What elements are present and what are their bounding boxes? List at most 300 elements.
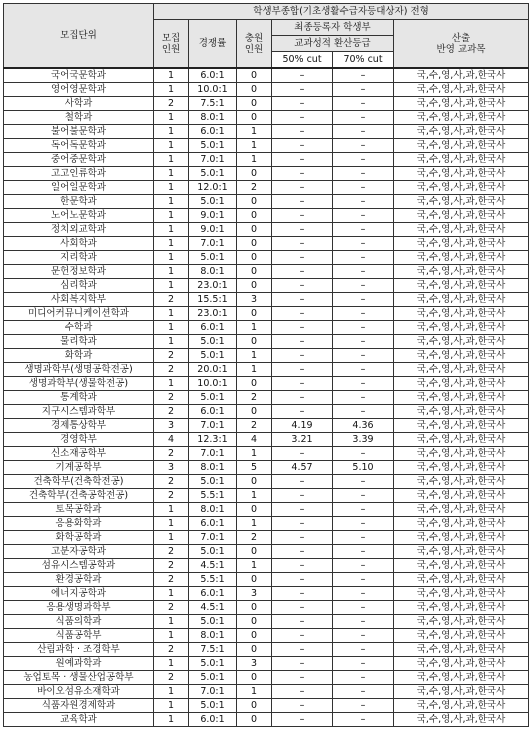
table-row [4,671,529,685]
cell-cut-70: – [333,307,394,321]
table-row [4,559,529,573]
cell-subjects: 국,수,영,사,과,한국사 [394,195,529,209]
cell-quota: 1 [154,195,189,209]
table-row [4,321,529,335]
cell-unit: 불어불문학과 [4,125,154,139]
cell-subjects: 국,수,영,사,과,한국사 [394,83,529,97]
table-row [4,111,529,125]
cell-subjects: 국,수,영,사,과,한국사 [394,265,529,279]
cell-cut-70: – [333,699,394,713]
cell-cut-70: – [333,321,394,335]
cell-ratio: 7.0:1 [189,447,237,461]
table-row [4,517,529,531]
cell-quota: 1 [154,587,189,601]
cell-ratio: 9.0:1 [189,223,237,237]
cell-cut-50: – [272,545,333,559]
cell-quota: 2 [154,489,189,503]
cell-quota: 1 [154,307,189,321]
cell-cut-50: – [272,307,333,321]
cell-unit: 기계공학부 [4,461,154,475]
cell-cut-70: – [333,671,394,685]
cell-ratio: 23.0:1 [189,279,237,293]
cell-cut-70: – [333,83,394,97]
cell-ratio: 5.0:1 [189,545,237,559]
cell-ratio: 4.5:1 [189,601,237,615]
cell-unit: 식품공학부 [4,629,154,643]
cell-cut-50: – [272,195,333,209]
cell-charge: 2 [237,181,272,195]
cell-subjects: 국,수,영,사,과,한국사 [394,307,529,321]
cell-charge: 1 [237,447,272,461]
cell-subjects: 국,수,영,사,과,한국사 [394,517,529,531]
cell-charge: 0 [237,265,272,279]
cell-quota: 2 [154,573,189,587]
cell-unit: 사회복지학부 [4,293,154,307]
cell-quota: 2 [154,447,189,461]
cell-cut-70: – [333,503,394,517]
cell-subjects: 국,수,영,사,과,한국사 [394,713,529,727]
header-quota-line2: 인원 [161,43,181,55]
cell-subjects: 국,수,영,사,과,한국사 [394,237,529,251]
cell-cut-50: – [272,83,333,97]
cell-charge: 1 [237,153,272,167]
cell-charge: 1 [237,125,272,139]
cell-subjects: 국,수,영,사,과,한국사 [394,699,529,713]
cell-charge: 1 [237,685,272,699]
table-row [4,363,529,377]
cell-cut-70: – [333,111,394,125]
cell-cut-50: 4.19 [272,419,333,433]
cell-ratio: 8.0:1 [189,461,237,475]
cell-ratio: 10.0:1 [189,377,237,391]
cell-cut-70: – [333,293,394,307]
cell-quota: 2 [154,391,189,405]
cell-unit: 고고인류학과 [4,167,154,181]
cell-ratio: 5.0:1 [189,195,237,209]
cell-subjects: 국,수,영,사,과,한국사 [394,209,529,223]
header-ratio: 경쟁률 [189,20,237,69]
cell-cut-70: – [333,685,394,699]
cell-subjects: 국,수,영,사,과,한국사 [394,629,529,643]
cell-quota: 3 [154,419,189,433]
cell-ratio: 7.0:1 [189,685,237,699]
cell-charge: 0 [237,335,272,349]
table-row [4,615,529,629]
cell-quota: 1 [154,699,189,713]
cell-subjects: 국,수,영,사,과,한국사 [394,251,529,265]
cell-charge: 0 [237,713,272,727]
table-row [4,195,529,209]
cell-subjects: 국,수,영,사,과,한국사 [394,167,529,181]
cell-quota: 1 [154,139,189,153]
table-row [4,713,529,727]
cell-ratio: 5.0:1 [189,391,237,405]
table-body [4,68,529,727]
cell-cut-70: – [333,279,394,293]
header-unit: 모집단위 [4,4,154,69]
table-row [4,335,529,349]
cell-quota: 1 [154,531,189,545]
cell-cut-50: – [272,293,333,307]
cell-ratio: 5.5:1 [189,489,237,503]
cell-cut-50: – [272,573,333,587]
cell-unit: 중어중문학과 [4,153,154,167]
cell-cut-50: – [272,237,333,251]
table-row [4,68,529,83]
cell-quota: 1 [154,335,189,349]
cell-unit: 농업토목 · 생물산업공학부 [4,671,154,685]
cell-unit: 수학과 [4,321,154,335]
header-grade-title: 최종등록자 학생부 [272,20,394,36]
cell-charge: 0 [237,251,272,265]
cell-cut-70: – [333,68,394,83]
cell-charge: 0 [237,629,272,643]
cell-cut-50: – [272,97,333,111]
cell-cut-50: – [272,167,333,181]
table-row [4,209,529,223]
table-row [4,349,529,363]
cell-charge: 1 [237,559,272,573]
admission-results-table [3,3,529,727]
cell-charge: 0 [237,615,272,629]
table-row [4,447,529,461]
cell-subjects: 국,수,영,사,과,한국사 [394,601,529,615]
cell-quota: 1 [154,615,189,629]
cell-ratio: 7.0:1 [189,419,237,433]
cell-cut-50: – [272,587,333,601]
header-charge [237,20,272,69]
cell-cut-50: – [272,559,333,573]
cell-ratio: 15.5:1 [189,293,237,307]
table-row [4,405,529,419]
cell-charge: 0 [237,601,272,615]
table-row [4,419,529,433]
cell-cut-70: – [333,713,394,727]
cell-subjects: 국,수,영,사,과,한국사 [394,419,529,433]
cell-cut-70: – [333,377,394,391]
cell-cut-70: – [333,125,394,139]
table-row [4,223,529,237]
cell-charge: 3 [237,587,272,601]
table-row [4,265,529,279]
cell-cut-50: – [272,111,333,125]
cell-ratio: 8.0:1 [189,265,237,279]
table-row [4,251,529,265]
cell-unit: 에너지공학과 [4,587,154,601]
cell-charge: 0 [237,167,272,181]
cell-unit: 사학과 [4,97,154,111]
cell-unit: 생명과학부(생명공학전공) [4,363,154,377]
table-row [4,167,529,181]
cell-charge: 1 [237,139,272,153]
table-row [4,601,529,615]
cell-unit: 화학과 [4,349,154,363]
cell-cut-70: – [333,195,394,209]
cell-ratio: 7.5:1 [189,643,237,657]
cell-charge: 0 [237,671,272,685]
cell-cut-50: – [272,251,333,265]
cell-ratio: 20.0:1 [189,363,237,377]
cell-subjects: 국,수,영,사,과,한국사 [394,139,529,153]
cell-charge: 2 [237,531,272,545]
header-subjects-line2: 반영 교과목 [436,43,486,55]
table-row [4,377,529,391]
table-row [4,139,529,153]
table-row [4,587,529,601]
cell-charge: 0 [237,377,272,391]
cell-unit: 국어국문학과 [4,68,154,83]
cell-subjects: 국,수,영,사,과,한국사 [394,545,529,559]
cell-quota: 2 [154,475,189,489]
table-row [4,475,529,489]
table-row [4,237,529,251]
cell-charge: 0 [237,475,272,489]
cell-quota: 1 [154,153,189,167]
cell-cut-50: – [272,321,333,335]
cell-quota: 2 [154,405,189,419]
cell-charge: 1 [237,349,272,363]
cell-cut-70: – [333,531,394,545]
cell-cut-70: – [333,601,394,615]
table-row [4,153,529,167]
cell-ratio: 5.0:1 [189,251,237,265]
cell-subjects: 국,수,영,사,과,한국사 [394,97,529,111]
cell-cut-50: – [272,363,333,377]
cell-charge: 0 [237,111,272,125]
cell-cut-70: – [333,587,394,601]
cell-cut-50: – [272,615,333,629]
cell-cut-50: – [272,685,333,699]
cell-subjects: 국,수,영,사,과,한국사 [394,68,529,83]
cell-charge: 0 [237,573,272,587]
cell-ratio: 5.0:1 [189,475,237,489]
cell-ratio: 5.0:1 [189,699,237,713]
cell-ratio: 4.5:1 [189,559,237,573]
admission-results-document [3,3,528,727]
cell-unit: 건축학부(건축공학전공) [4,489,154,503]
cell-unit: 지리학과 [4,251,154,265]
cell-cut-70: – [333,265,394,279]
cell-cut-70: 3.39 [333,433,394,447]
cell-ratio: 6.0:1 [189,68,237,83]
cell-subjects: 국,수,영,사,과,한국사 [394,615,529,629]
cell-quota: 3 [154,461,189,475]
cell-subjects: 국,수,영,사,과,한국사 [394,293,529,307]
cell-charge: 0 [237,223,272,237]
cell-unit: 경영학부 [4,433,154,447]
cell-ratio: 10.0:1 [189,83,237,97]
cell-unit: 교육학과 [4,713,154,727]
cell-unit: 심리학과 [4,279,154,293]
cell-ratio: 6.0:1 [189,125,237,139]
cell-quota: 1 [154,125,189,139]
cell-unit: 노어노문학과 [4,209,154,223]
table-row [4,531,529,545]
cell-cut-70: 5.10 [333,461,394,475]
cell-quota: 1 [154,237,189,251]
cell-cut-50: – [272,699,333,713]
cell-cut-50: – [272,223,333,237]
cell-ratio: 5.0:1 [189,349,237,363]
table-row [4,503,529,517]
cell-quota: 1 [154,517,189,531]
cell-unit: 정치외교학과 [4,223,154,237]
cell-subjects: 국,수,영,사,과,한국사 [394,503,529,517]
cell-subjects: 국,수,영,사,과,한국사 [394,363,529,377]
cell-subjects: 국,수,영,사,과,한국사 [394,433,529,447]
table-row [4,573,529,587]
cell-subjects: 국,수,영,사,과,한국사 [394,685,529,699]
cell-charge: 0 [237,307,272,321]
cell-cut-50: – [272,713,333,727]
table-row [4,657,529,671]
cell-unit: 신소재공학부 [4,447,154,461]
header-charge-line2: 인원 [244,43,264,55]
cell-quota: 1 [154,111,189,125]
cell-charge: 0 [237,97,272,111]
cell-cut-50: – [272,209,333,223]
cell-subjects: 국,수,영,사,과,한국사 [394,391,529,405]
cell-charge: 0 [237,237,272,251]
table-row [4,461,529,475]
cell-quota: 1 [154,657,189,671]
cell-subjects: 국,수,영,사,과,한국사 [394,475,529,489]
cell-ratio: 7.5:1 [189,97,237,111]
cell-subjects: 국,수,영,사,과,한국사 [394,657,529,671]
cell-ratio: 5.0:1 [189,335,237,349]
cell-cut-50: 4.57 [272,461,333,475]
cell-ratio: 5.0:1 [189,657,237,671]
cell-cut-70: 4.36 [333,419,394,433]
cell-cut-70: – [333,251,394,265]
cell-cut-70: – [333,475,394,489]
cell-subjects: 국,수,영,사,과,한국사 [394,279,529,293]
cell-quota: 2 [154,349,189,363]
cell-ratio: 5.0:1 [189,139,237,153]
cell-ratio: 7.0:1 [189,237,237,251]
cell-subjects: 국,수,영,사,과,한국사 [394,587,529,601]
cell-unit: 생명과학부(생물학전공) [4,377,154,391]
cell-quota: 2 [154,363,189,377]
cell-quota: 2 [154,601,189,615]
cell-charge: 0 [237,195,272,209]
cell-quota: 2 [154,293,189,307]
cell-cut-70: – [333,349,394,363]
cell-ratio: 6.0:1 [189,321,237,335]
cell-cut-70: – [333,573,394,587]
cell-charge: 5 [237,461,272,475]
cell-subjects: 국,수,영,사,과,한국사 [394,405,529,419]
cell-unit: 응용화학과 [4,517,154,531]
cell-quota: 2 [154,643,189,657]
cell-ratio: 23.0:1 [189,307,237,321]
cell-quota: 2 [154,97,189,111]
cell-charge: 0 [237,503,272,517]
cell-ratio: 12.0:1 [189,181,237,195]
cell-unit: 건축학부(건축학전공) [4,475,154,489]
cell-charge: 0 [237,545,272,559]
cell-quota: 1 [154,503,189,517]
cell-subjects: 국,수,영,사,과,한국사 [394,643,529,657]
cell-charge: 0 [237,209,272,223]
cell-cut-70: – [333,517,394,531]
header-grade-sub: 교과성적 환산등급 [272,36,394,52]
cell-unit: 영어영문학과 [4,83,154,97]
table-row [4,489,529,503]
header-subjects [394,20,529,69]
table-row [4,125,529,139]
header-charge-line1: 충원 [244,32,264,44]
cell-ratio: 5.0:1 [189,615,237,629]
cell-subjects: 국,수,영,사,과,한국사 [394,321,529,335]
cell-cut-70: – [333,391,394,405]
cell-unit: 통계학과 [4,391,154,405]
cell-subjects: 국,수,영,사,과,한국사 [394,531,529,545]
cell-cut-70: – [333,237,394,251]
header-section-title: 학생부종합(기초생활수급자등대상자) 전형 [154,4,529,20]
cell-charge: 0 [237,405,272,419]
cell-unit: 지구시스템과학부 [4,405,154,419]
cell-unit: 환경공학과 [4,573,154,587]
cell-quota: 1 [154,685,189,699]
cell-cut-50: – [272,657,333,671]
table-row [4,545,529,559]
cell-cut-70: – [333,181,394,195]
table-row [4,279,529,293]
cell-cut-70: – [333,559,394,573]
cell-unit: 독어독문학과 [4,139,154,153]
cell-quota: 1 [154,279,189,293]
cell-unit: 산림과학 · 조경학부 [4,643,154,657]
cell-charge: 3 [237,293,272,307]
header-cut-50: 50% cut [272,52,333,69]
cell-cut-70: – [333,615,394,629]
cell-cut-50: – [272,447,333,461]
cell-subjects: 국,수,영,사,과,한국사 [394,461,529,475]
cell-charge: 1 [237,363,272,377]
cell-quota: 1 [154,251,189,265]
cell-unit: 바이오섬유소재학과 [4,685,154,699]
cell-cut-50: – [272,181,333,195]
cell-cut-70: – [333,167,394,181]
cell-subjects: 국,수,영,사,과,한국사 [394,573,529,587]
cell-cut-50: – [272,489,333,503]
cell-cut-70: – [333,545,394,559]
cell-ratio: 6.0:1 [189,405,237,419]
cell-charge: 2 [237,391,272,405]
cell-cut-70: – [333,405,394,419]
cell-subjects: 국,수,영,사,과,한국사 [394,349,529,363]
cell-unit: 토목공학과 [4,503,154,517]
cell-cut-50: – [272,531,333,545]
cell-unit: 고분자공학과 [4,545,154,559]
cell-unit: 미디어커뮤니케이션학과 [4,307,154,321]
cell-cut-50: – [272,349,333,363]
cell-cut-50: – [272,503,333,517]
cell-subjects: 국,수,영,사,과,한국사 [394,181,529,195]
cell-cut-70: – [333,629,394,643]
cell-cut-50: – [272,405,333,419]
cell-cut-50: – [272,377,333,391]
cell-subjects: 국,수,영,사,과,한국사 [394,447,529,461]
cell-unit: 철학과 [4,111,154,125]
cell-charge: 1 [237,517,272,531]
cell-charge: 1 [237,321,272,335]
cell-ratio: 6.0:1 [189,713,237,727]
cell-cut-70: – [333,335,394,349]
cell-cut-50: – [272,629,333,643]
cell-subjects: 국,수,영,사,과,한국사 [394,125,529,139]
